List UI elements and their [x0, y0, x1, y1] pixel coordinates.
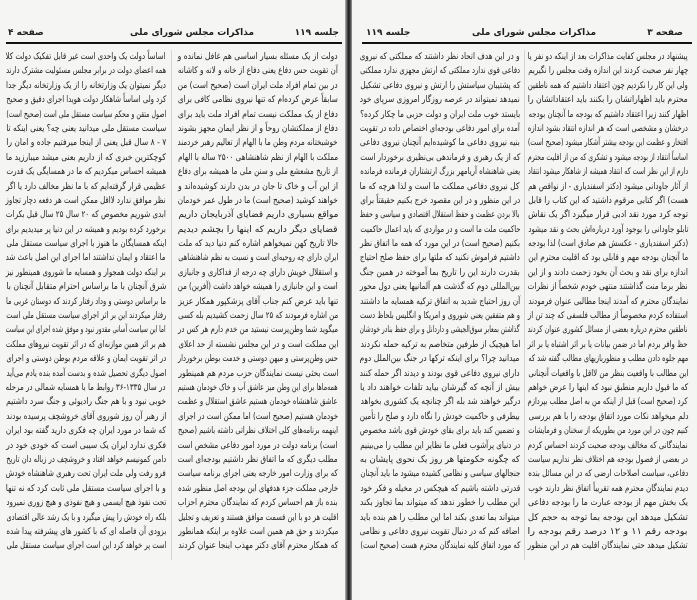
text-line	[6, 453, 166, 467]
text-line-content: درگیر خواهند شد بله اگر چنانچه یک کشوری بخواهد	[360, 397, 520, 408]
column-divider	[524, 50, 525, 560]
text-line	[178, 108, 338, 122]
text-line-content: رفتار میکردند این بر اثر اجرای سیاست مستقل ملی است	[6, 311, 166, 322]
text-line-content: بایستد خوب ملت ایران و دولت حزبی ما چکار کرده؟	[360, 109, 520, 120]
text-line-content: نمایندگانی که مخالف بودجه صحبت کردند احساس کردم	[528, 440, 688, 451]
text-line-content: مواقع بسیاری داریم قضایای آذربایجان داریم	[178, 210, 338, 221]
text-line-content: دارای نیروی دفاعی قوی بودند و دیدند اگر حمله کنند	[360, 368, 520, 379]
text-line	[178, 338, 338, 352]
text-line-content: دولت از یک مسئله بسیار اساسی هم غافل نمانده و	[178, 52, 338, 62]
session-label: جلسه ۱۱۹	[294, 28, 339, 38]
text-line-content: آن روز احتیاج شدید به اتفاق ترکیه همسایه ما داشتند	[360, 296, 520, 307]
text-line-content: تحت نفوذ هیچ ایسمی و هیچ نفوذی و هیچ زوری نمیرود	[6, 498, 166, 509]
text-line-content: میگوید شما وطن‌پرست نیستید من خدم دارم هر کس در	[178, 325, 338, 336]
text-line-content: ناطقین محترم درباره بعضی از مسائل کشوری عنوان کردند	[528, 325, 688, 336]
text-line-content: من اشاره فرمودند که ۲۵ سال زحمت کشیدیم بله کسی	[178, 311, 338, 322]
text-line	[6, 367, 166, 381]
text-line-content: اضافه کنم که در دنبال تقویت نیروی دفاعی و نظامی	[360, 526, 520, 537]
text-line	[360, 280, 520, 294]
text-line-content: کنیم چون در این مورد من بطوریکه از سخنان و فرمایشات	[528, 426, 688, 437]
text-line-content: شرق آنچنان با ما براساس احترام متقابل آنچنان با	[6, 282, 166, 293]
running-title: مذاکرات مجلس شورای ملی	[130, 28, 255, 38]
text-line	[528, 237, 688, 251]
text-line	[528, 309, 688, 323]
text-line	[6, 309, 166, 323]
text-line-content: میتواند بما تعدی بکند اما این مطلب را هم بنده باید	[360, 512, 520, 523]
text-line	[178, 467, 338, 481]
text-line	[178, 223, 338, 237]
text-line-content: میدانید چرا؟ برای اینکه ترکها در جنگ بین‌الملل دوم	[360, 354, 520, 365]
text-line-content: در بین تمام افراد ملت ایران است (صحیح است) من	[178, 80, 338, 91]
text-line	[360, 453, 520, 467]
text-line-content: خودمان هستیم (صحیح است) اما ممکن است در اجرای	[178, 411, 338, 422]
text-line-content: و هم متفقین یعنی شوروی و امریکا و انگلیس بلحاظ دست	[360, 311, 520, 322]
text-line-content: دلم میخواهد نکات مورد اتفاق بودجه را با هم بررسی	[528, 411, 688, 422]
page-number: صفحه ۳	[647, 28, 683, 38]
text-column	[178, 50, 338, 554]
text-line	[528, 496, 688, 510]
text-line	[360, 511, 520, 525]
text-line	[6, 208, 166, 222]
text-line-content: آمده برای امور دفاعی بودجه‌ای اختصاص داده در تقویت	[360, 123, 520, 134]
text-line-content: نظر برما منت گذاشتند منتهی خودم شخصاً از نظرات	[528, 282, 688, 293]
text-line	[528, 439, 688, 453]
text-line	[360, 295, 520, 309]
text-line-content: چهار نفر صحبت کردند این اندازه وقت مجلس را نگیریم	[528, 66, 688, 77]
text-line	[178, 295, 338, 309]
text-line-content: که مورد اتفاق کلیه نمایندگان محترم هست (صحیح است)	[360, 541, 520, 552]
text-line-content: خارجی مملکت جزء هدفهای این بودجه اصل منظور شده	[178, 483, 338, 494]
text-line-content: بزودی آن فاصله ای که با کشور های پیشرفته پیدا شده	[6, 526, 166, 537]
text-line	[360, 525, 520, 539]
text-line-content: بیش از آنچه که گیرشان بیاید تلفات خواهند داد یا	[360, 382, 520, 393]
text-line-content: ما براساس دوستی و وداد رفتار کردند که دوستان غربی ما	[6, 296, 166, 307]
text-line-content: که برای وزارت امور خارجه یعنی اجرای برنامه سیاست	[178, 469, 338, 480]
text-line	[360, 64, 520, 78]
right-page	[352, 0, 697, 600]
text-line-content: یک بخش مهم از بودجه عبارت ما را بودجه دفاعی	[528, 498, 688, 509]
text-line-content: همیشه احساس میکردیم که ما در همسایگی یک قدرت	[6, 167, 166, 178]
text-line-content: در بعضی از فصول بودجه هم اختلاف نظر نداریم سیاست	[528, 454, 688, 465]
text-line	[6, 381, 166, 395]
text-line-content: سابقاً عرض کرده‌ام که تنها نیروی نظامی کافی برای	[178, 95, 338, 106]
text-line	[178, 482, 338, 496]
text-line-content: حس وطن‌پرستی و میهن دوستی و خدمت بوطن برخوردار	[178, 354, 338, 365]
text-line-content: مملکت با الهام از نظم شاهنشاهی ۲۵۰۰ ساله با الهام	[178, 152, 338, 163]
text-line	[6, 165, 166, 179]
text-line-content: کل نیروی دفاعی مملکت ما است و لذا هرچه که ما	[360, 181, 520, 192]
text-line-content: آن تقویت حس دفاع یعنی دفاع از خانه و لانه و کاشانه	[178, 66, 338, 77]
text-line	[360, 136, 520, 150]
text-line	[528, 295, 688, 309]
text-line-content: عظیمی قرار گرفته‌ایم که با ما نظر مخالف دارد یا اگر	[6, 181, 166, 192]
text-line	[528, 194, 688, 208]
text-line-content: اساساً دولت یک واحدی است غیر قابل تفکیک دولت کلا	[6, 52, 166, 62]
text-line-content: خوشبختانه مردم وطن ما با الهام از تعالیم رهبر خردمند	[178, 138, 338, 149]
text-line	[6, 108, 166, 122]
text-line-content: کوچکترین خبری که از داریم بعنی میشد میبارزید ما	[6, 152, 166, 163]
text-line-content: فرو رفت ولی ملت ایران تحت رهبری شاهنشاه خودش	[6, 469, 166, 480]
text-line-content: اما هیچیک از طرفین متخاصم به ترکیه حمله نکردند	[360, 339, 520, 350]
text-line-content: از رهبر آن روز شوروی آقای خروشچف پرسیده بودند	[6, 411, 166, 422]
text-line	[6, 237, 166, 251]
text-line	[6, 280, 166, 294]
text-line-content: میکردند و حق هم همین است علاوه بر اینکه همانطور	[178, 526, 338, 537]
text-line	[178, 511, 338, 525]
text-line	[528, 180, 688, 194]
text-line-content: اساساً انتقاد از بودجه میشود و تشکری که من از اقلیت محترم	[528, 152, 688, 163]
text-line-content: دفاع از یک مملکت نیست تمام افراد ملت باید برای	[178, 109, 338, 120]
text-line	[528, 136, 688, 150]
text-column	[360, 50, 520, 554]
text-line	[178, 165, 338, 179]
text-line-content: که پشتیبان سیاستش را ارتش و نیروی دفاعی تشکیل	[360, 80, 520, 91]
text-line	[6, 395, 166, 409]
text-line	[6, 338, 166, 352]
text-line-content: نظر موافق ندارد لااقل ممکن است هر دفعه دچار تجاوز	[6, 195, 166, 206]
text-line-content: همه‌ماها برای این وطن میز عاشق آب و خاک خودمان هستیم	[178, 382, 338, 393]
text-line	[528, 266, 688, 280]
text-line	[178, 280, 338, 294]
text-line	[6, 295, 166, 309]
text-line-content: محترم باید اظهاراتشان را بکنند باید اعتقاداتشان را	[528, 95, 688, 106]
text-line	[178, 424, 338, 438]
text-line-content: تنها باید عرض کنم جناب آقای پزشکپور همکار عزیز	[178, 296, 338, 307]
text-line	[6, 50, 166, 64]
text-line	[528, 424, 688, 438]
text-line-content: داشتیم فراموش نکنید که ملتها برای حفظ صلح احتیاج	[360, 253, 520, 264]
text-line-content: دیدم نمایندگان محترم همه تقریباً اتفاق نظر دارند خوب	[528, 483, 688, 494]
text-line-content: که چگونه حکومتها هر روز یک نحوی پایشان به	[360, 454, 520, 465]
text-line-content: ۷ - ۸ سال قبل یعنی از اینجا میرفتیم جاده و امان را	[6, 138, 166, 149]
text-line	[6, 194, 166, 208]
text-line-content: ما اعتقاد و ایمان نداشتند اما اجرای این اصل باعث شد	[6, 253, 166, 264]
text-line	[178, 525, 338, 539]
text-line	[528, 539, 688, 553]
text-line	[178, 395, 338, 409]
text-line-content: این مطالب با واقعیت بنظر من لااقل با واقعیات آنچنانی	[528, 368, 688, 379]
text-line	[528, 338, 688, 352]
text-column	[6, 50, 166, 554]
text-line-content: گذاشتن بمعابر سوق‌الجیشی و داردانل و برای حفظ بنادر خودشان	[360, 325, 520, 336]
text-line-content: بالا بردن عظمت و حفظ استقلال اقتصادی و سیاسی و حفظ	[360, 210, 520, 221]
text-line	[6, 424, 166, 438]
text-line	[360, 410, 520, 424]
text-line	[178, 266, 338, 280]
text-line-content: افتخار و عظمت این بودجه بیشتر آشکار میشود (صحیح است)	[528, 138, 688, 149]
session-label: جلسه ۱۱۹	[366, 28, 411, 38]
page-number: صفحه ۴	[8, 28, 44, 38]
text-line	[528, 525, 688, 539]
text-line-content: که شما در مورد ایران چه فکری دارید گفته بود ایران	[6, 426, 166, 437]
text-line-content: قضایای دیگر داریم که اینها را بچشم دیدیم	[178, 224, 338, 235]
text-line	[360, 352, 520, 366]
text-line-content: در اثر تقویت ایمان و علاقه مردم بوطن دوستی و اجرای	[6, 354, 166, 365]
text-line	[528, 208, 688, 222]
text-line-content: توجه کرد مورد نقد ادبی قرار میگیرد اگر یک نقاش	[528, 210, 688, 221]
text-line	[360, 424, 520, 438]
text-line	[528, 410, 688, 424]
text-line	[360, 208, 520, 222]
text-line	[178, 93, 338, 107]
text-line-content: بلکه راه خودش را پیش میگیرد و با یک رشد عالی اقتصادی	[6, 512, 166, 523]
text-line-content: همه اعضای دولت در برابر مجلس مسئولیت مشترک دارند	[6, 66, 166, 77]
text-line-content: ایران دارای چه روحیه‌ای است و نسبت به نظم شاهنشاهی	[178, 253, 338, 264]
text-line-content: بقدرت دارند این را تاریخ بما آموخته در همین جنگ	[360, 267, 520, 278]
text-line	[178, 208, 338, 222]
text-line	[6, 352, 166, 366]
text-line	[528, 165, 688, 179]
text-line-content: است) برنامه دولت در مورد امور دفاعی مشخص است	[178, 440, 338, 451]
text-line	[528, 122, 688, 136]
text-line	[178, 410, 338, 424]
text-line-content: و با اجرای سیاست مستقل ملی ثابت کرد که نه تنها	[6, 483, 166, 494]
text-line-content: اظهار کنند زیرا اعتقاد داشتیم که بودجه ما آنچنان بودجه	[528, 109, 688, 120]
text-line	[6, 79, 166, 93]
text-line	[178, 251, 338, 265]
text-line	[178, 367, 338, 381]
text-line-content: از آثار جاودانی میشود (دکتر اسفندیاری - از نواقص هم	[528, 181, 688, 192]
text-line-content: دفاعی قوی ندارد مملکتی که ارتش مجهزی ندارد مملکتی	[360, 66, 520, 77]
text-line-content: که همکار محترم آقای دکتر مهذب اینجا عنوان کردند	[178, 541, 338, 552]
text-line	[360, 338, 520, 352]
text-line-content: هست) اگر کتابی مرقوم داشتید که این کتاب را قابل	[528, 195, 688, 206]
text-line	[178, 180, 338, 194]
text-line-content: هم بر اثر همین موازنه‌ای که در اثر تقویت نیروهای مملکت	[6, 339, 166, 350]
text-line-content: مهم جلوه دادن مطلب و منظوربازیهای مطالب گفته شد که	[528, 354, 688, 365]
text-line	[178, 323, 338, 337]
text-line	[360, 50, 520, 64]
header-rule	[6, 42, 342, 44]
text-line	[360, 79, 520, 93]
text-line-content: بکنیم (صحیح است) در این مورد که همه ما اتفاق نظر	[360, 239, 520, 250]
text-line-content: (دکتر اسفندیاری - عکسش هم صادق است) لذا بودجه	[528, 239, 688, 250]
text-line	[360, 180, 520, 194]
text-line	[6, 93, 166, 107]
text-line	[178, 50, 338, 64]
text-line	[6, 467, 166, 481]
text-line	[360, 323, 520, 337]
text-line-content: حظ وافر بردم اما در ضمن بیانات یا بر اثر اشتباه یا بر اثر	[528, 339, 688, 350]
text-line	[6, 496, 166, 510]
text-line-content: نمیدهد نمیتواند در عرصه روزگار امروزی سرپای خود	[360, 95, 520, 106]
text-line	[360, 539, 520, 553]
text-line	[528, 79, 688, 93]
text-line	[178, 64, 338, 78]
text-line	[360, 309, 520, 323]
text-line-content: و در این هدف اتحاد نظر داشتند که مملکتی که نیروی	[360, 52, 520, 62]
text-line-content: در سال ۱۳۳۵-۳۶ روابط ما با همسایه شمالی در مرحله	[6, 382, 166, 393]
text-line-content: کرد ولی اساساً شاهکار دولت هویدا اجرای دقیق و صحیح	[6, 95, 166, 106]
text-line-content: در دنیای پرآشوب فعلی ما نظایر این مطلب را می‌بینیم	[360, 440, 520, 451]
text-line	[178, 151, 338, 165]
text-line	[528, 482, 688, 496]
text-line-content: خواهند کوشید (صحیح است) ما در طول عمر خودمان	[178, 195, 338, 206]
text-line-content: بنده باز هم احساس کردم که نمایندگان محترم احزاب	[178, 498, 338, 509]
text-line-content: عاشق شاهنشاه خودمان هستیم عاشق استقلال و عظمت	[178, 397, 338, 408]
running-title: مذاکرات مجلس شورای ملی	[472, 28, 597, 38]
text-line-content: است بحثی نیست نمایندگان حزب مردم هم همینطور	[178, 368, 338, 379]
text-line	[360, 496, 520, 510]
text-line-content: اندازه برای نقد و بحث آن بخود زحمت دادند و از این	[528, 267, 688, 278]
text-line	[6, 151, 166, 165]
text-line	[360, 237, 520, 251]
text-line-content: کرد (صحیح است) قبل از اینکه من به اصل مطلب بپردازم	[528, 397, 688, 408]
text-line	[528, 280, 688, 294]
text-line	[6, 122, 166, 136]
text-line	[528, 251, 688, 265]
text-line-content: این مملکت است و در این مجلس نشسته از حد اعلای	[178, 339, 338, 350]
text-line	[528, 395, 688, 409]
text-line	[360, 194, 520, 208]
text-line-content: دیگر نمیتوان یک وزارتخانه را از یک وزارتخانه دیگر جدا	[6, 80, 166, 91]
text-line-content: قدرتی داشته باشیم که هیچکس در مخیله و فکر خود	[360, 483, 520, 494]
text-line	[6, 410, 166, 424]
text-line-content: از تاریخ مشعشع ملی و سنن ملی ما همیشه برای دفاع	[178, 167, 338, 178]
text-line	[6, 266, 166, 280]
text-line-content: فکری ندارد ایران یک سیبی است که خودی خود در	[6, 440, 166, 451]
text-line	[528, 467, 688, 481]
text-line	[528, 381, 688, 395]
text-line	[528, 151, 688, 165]
text-line	[528, 223, 688, 237]
text-line	[528, 511, 688, 525]
text-line-content: دارم از این نظر است که انتقاد همیشه از شاهکار میشود انتقاد	[528, 167, 688, 178]
text-line	[178, 237, 338, 251]
text-line	[528, 323, 688, 337]
text-line-content: دفاعی، سیاست اصلاحات ارضی که در این مسائل بنده	[528, 469, 688, 480]
header-rule	[362, 42, 692, 44]
text-line	[360, 93, 520, 107]
left-page	[0, 0, 347, 600]
text-line-content: یعنی شاهنشاه آریامهر بزرگ ارتشتاران فرمانده فرمانده	[360, 167, 520, 178]
text-line	[360, 482, 520, 496]
text-line	[6, 64, 166, 78]
text-line	[6, 511, 166, 525]
text-line-content: ولی این کار را نکردیم چون اعتقاد داشتیم که همه ناطقین	[528, 80, 688, 91]
text-line	[528, 50, 688, 64]
text-line	[360, 266, 520, 280]
text-line-content: ما آنچنان بودجه مهم و قابلی بود که اقلیت محترم این	[528, 253, 688, 264]
text-line-content: بین‌المللی دوم که گذشت هم آلمانیها یعنی دول محور	[360, 282, 520, 293]
text-line-content: استفاده کردم مخصوصاً از مطالب فلسفی که چند تن از	[528, 311, 688, 322]
text-line	[178, 352, 338, 366]
text-line-content: بیطرفی و حاکمیت خودش را نگاه دارد و صلح را تأمین	[360, 411, 520, 422]
text-line	[6, 180, 166, 194]
text-line	[528, 64, 688, 78]
text-line	[178, 194, 338, 208]
text-line-content: اینهمه برنامه‌های کلی اختلاف نظراتی داشته باشیم (صحیح	[178, 426, 338, 437]
text-line	[178, 381, 338, 395]
text-line	[360, 367, 520, 381]
column-divider	[171, 50, 172, 560]
text-line	[178, 122, 338, 136]
text-line	[178, 309, 338, 323]
text-line-content: مطلب دیگری که ما اتفاق نظر داشتیم بودجه‌ای است	[178, 454, 338, 465]
text-line-content: این مطلب را خطور ندهد که میتواند بما تجاوز بکند	[360, 498, 520, 509]
text-line	[360, 223, 520, 237]
text-line	[528, 108, 688, 122]
text-line	[6, 525, 166, 539]
text-line-content: برخورد کرده بودیم و همیشه در این دنیا پر میدیدیم برای	[6, 224, 166, 235]
text-line-content: که از یک رهبری و فرماندهی بی‌نظیری برخوردار است	[360, 152, 520, 163]
text-column	[528, 50, 688, 554]
text-line	[360, 122, 520, 136]
text-line-content: و تضمین کند باید برای بقای خودش قوی باشد مخصوص	[360, 426, 520, 437]
text-line-content: اینکه همسایگان ما هنوز با اجرای سیاست مستقل ملی	[6, 239, 166, 250]
text-line	[360, 439, 520, 453]
text-line-content: اما این سیاست آسانی مقدور نبود و موفق شده اجرای این سیاست	[6, 325, 166, 336]
text-line-content: در این منظور و در این مقصود خرج بکنیم حقیقتاً برای	[360, 195, 520, 206]
text-line	[6, 251, 166, 265]
text-line-content: است و این جانبازی را همیشه خواهد داشت (آفرین) من	[178, 282, 338, 293]
text-line-content: و استقلال خویش دارای چه درجه از فداکاری و جانبازی	[178, 267, 338, 278]
text-line	[6, 539, 166, 553]
text-line	[6, 482, 166, 496]
text-line	[528, 367, 688, 381]
text-line	[360, 251, 520, 265]
text-line-content: پیشنهاد در مجلس کفایت مذاکرات بعد از اینکه دو نفر یا	[528, 52, 688, 62]
text-line-content: اصول متقن و محکم سیاست مستقل ملی است (صحیح است)	[6, 109, 166, 120]
text-line	[6, 323, 166, 337]
text-line	[6, 439, 166, 453]
text-line	[178, 496, 338, 510]
text-line-content: بودجه رقم ۱۱ و ۱۲ درصد رقم بودجه را	[528, 526, 688, 537]
text-line-content: نمایندگان محترم که آمدند اینجا مطالبی عنوان فرمودند	[528, 296, 688, 307]
text-line	[6, 223, 166, 237]
text-line	[528, 352, 688, 366]
text-line	[6, 136, 166, 150]
text-line-content: که ما قبول داریم منطبق نبود که اینها را عرض خواهم	[528, 382, 688, 393]
text-line-content: دامن کمونیسم خواهد افتاد و خروشچف در زباله دان تاریخ	[6, 454, 166, 465]
text-line-content: خوبی نبود و با هم جنگ رادیوئی و جنگ سرد داشتیم	[6, 397, 166, 408]
text-line-content: ابدی شوریم مخصوص که ۲۰ سال ۲۵ سال قبل بکرات	[6, 210, 166, 221]
text-line	[360, 151, 520, 165]
text-line	[360, 108, 520, 122]
text-line	[178, 453, 338, 467]
text-line	[178, 439, 338, 453]
text-line-content: درخشان و مشخصی است که هر اندازه انتقاد بشود اندازه	[528, 123, 688, 134]
text-line	[178, 79, 338, 93]
text-line	[178, 539, 338, 553]
text-line-content: تابلو جاودانی را بوجود آورد درباره‌اش بحث و نقد میشود	[528, 224, 688, 235]
text-line-content: جنجالهای سیاسی و نظامی کشیده میشود ما باید آنچنان	[360, 469, 520, 480]
text-line-content: حاکمیت ملت ما است و در مواردی که باید اعمال حاکمیت	[360, 224, 520, 235]
text-line-content: سیاست مستقل ملی میدانید یعنی چه؟ یعنی اینکه تا	[6, 123, 166, 134]
text-line	[360, 165, 520, 179]
text-line	[528, 453, 688, 467]
text-line-content: حالا تاریخ کهن نمیخواهم اشاره کنم دنیا دید که ملت	[178, 239, 338, 250]
text-line-content: تشکیل میدهد حتی نمایندگان اقلیت هم در این منظور	[528, 541, 688, 552]
text-line	[528, 93, 688, 107]
text-line	[178, 136, 338, 150]
text-line-content: است پر خواهد کرد این است اجرای سیاست مستقل ملی	[6, 541, 166, 552]
text-line-content: بنیه نیروی دفاعی ما کوشیده‌ایم آنچنان نیروی دفاعی	[360, 138, 520, 149]
text-line	[360, 467, 520, 481]
text-line	[360, 395, 520, 409]
text-line	[360, 381, 520, 395]
text-line-content: دفاع از مملکتشان روحاً و از نظر ایمان مجهز بشوند	[178, 123, 338, 134]
text-line-content: تشکیل میدهد این بودجه بما توجه به حجم کل	[528, 512, 688, 523]
text-line-content: اصول دیگری تحصیل شده و بدست آمده بنده یادم می‌آید	[6, 368, 166, 379]
text-line-content: بر اینکه دولت همجوار و همسایه ما شوروی همینطور نیز	[6, 267, 166, 278]
text-line-content: از این آب و خاک تا جان در بدن دارند کوشیده‌اند و	[178, 181, 338, 192]
text-line-content: اقلیت هر دو با این قسمت موافق هستند و تعریف و تجلیل	[178, 512, 338, 523]
